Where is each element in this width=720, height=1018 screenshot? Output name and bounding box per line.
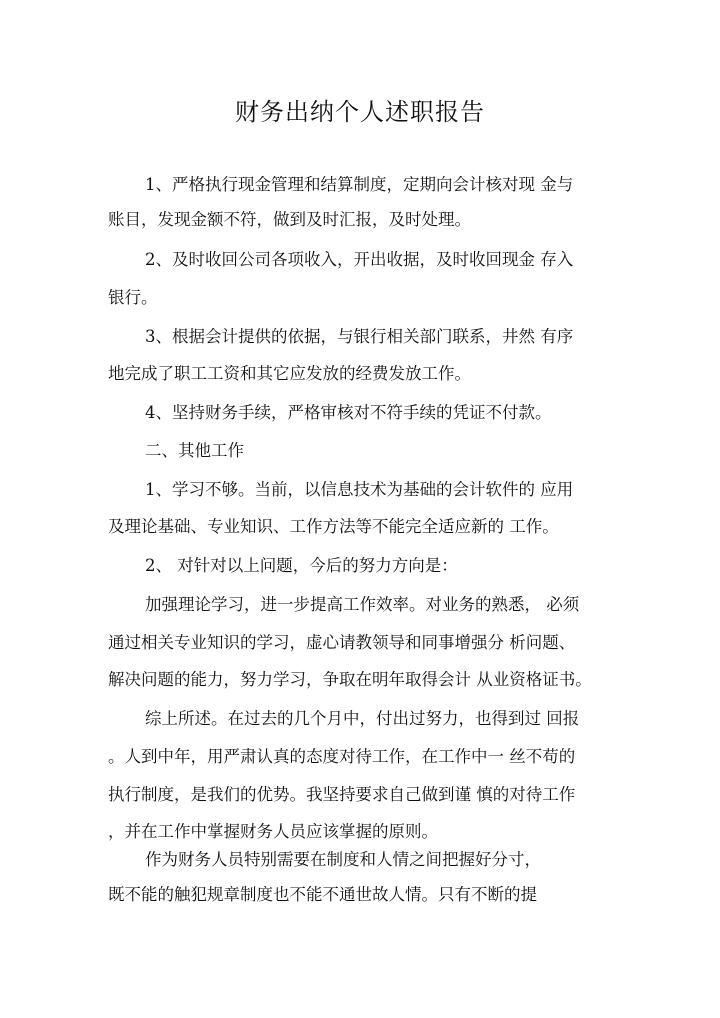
paragraph-line: 作为财务人员特别需要在制度和人情之间把握好分寸， <box>145 850 541 869</box>
paragraph-line: 银行。 <box>108 288 158 307</box>
paragraph-line: 2、及时收回公司各项收入，开出收据，及时收回现金 存入 <box>145 250 574 269</box>
paragraph-line: 地完成了职工工资和其它应发放的经费发放工作。 <box>108 364 471 383</box>
paragraph-line: 账目，发现金额不符，做到及时汇报，及时处理。 <box>108 210 471 229</box>
paragraph-line: 加强理论学习，进一步提高工作效率。对业务的熟悉， 必须 <box>145 595 580 614</box>
section-heading: 二、其他工作 <box>145 441 244 460</box>
paragraph-line: 解决问题的能力，努力学习，争取在明年取得会计 从业资格证书。 <box>108 670 592 689</box>
paragraph-line: 1、严格执行现金管理和结算制度，定期向会计核对现 金与 <box>145 175 574 194</box>
paragraph-line: 2、 对针对以上问题，今后的努力方向是： <box>145 556 458 575</box>
paragraph-line: 通过相关专业知识的学习，虚心请教领导和同事增强分 析问题、 <box>108 633 576 652</box>
paragraph-line: 3、根据会计提供的依据，与银行相关部门联系，井然 有序 <box>145 327 574 346</box>
paragraph-line: 4、坚持财务手续，严格审核对不符手续的凭证不付款。 <box>145 403 552 422</box>
document-title: 财务出纳个人述职报告 <box>235 98 485 126</box>
paragraph-line: 执行制度，是我们的优势。我坚持要求自己做到谨 慎的对待工作 <box>108 785 576 804</box>
paragraph-line: 综上所述。在过去的几个月中，付出过努力，也得到过 回报 <box>145 709 580 728</box>
paragraph-line: ，并在工作中掌握财务人员应该掌握的原则。 <box>108 822 438 841</box>
paragraph-line: 1、学习不够。当前，以信息技术为基础的会计软件的 应用 <box>145 480 574 499</box>
paragraph-line: 既不能的触犯规章制度也不能不通世故人情。只有不断的提 <box>108 885 537 904</box>
paragraph-line: 。人到中年，用严肃认真的态度对待工作，在工作中一 丝不苟的 <box>108 747 576 766</box>
paragraph-line: 及理论基础、专业知识、工作方法等不能完全适应新的 工作。 <box>108 517 559 536</box>
